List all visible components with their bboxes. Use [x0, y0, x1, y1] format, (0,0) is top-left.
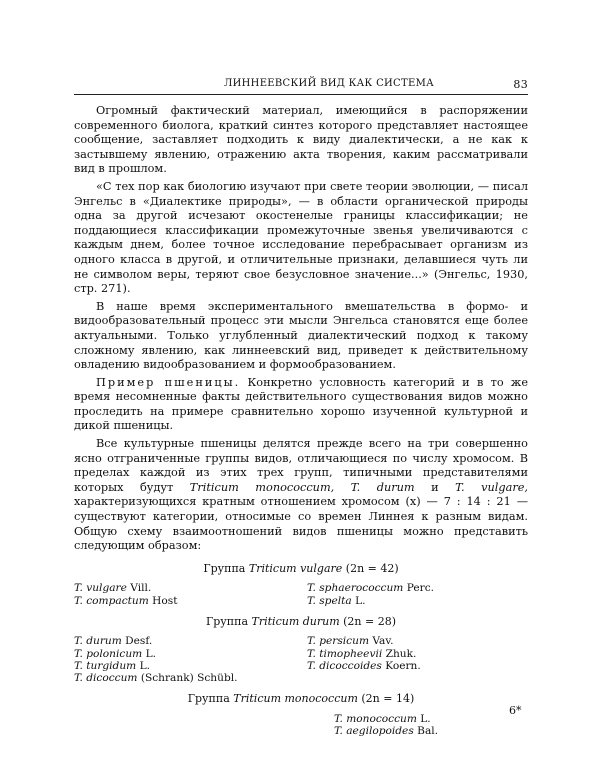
chromosome-count: (2n = 28)	[343, 614, 397, 628]
group-title-monococcum	[74, 692, 528, 707]
species-name: T. timopheevii	[307, 647, 383, 660]
group-name: Triticum vulgare	[248, 561, 343, 575]
paragraph-2: «С тех пор как биологию изучают при свете теории эволюции, — писал Энгельс в «Диалектике природы», — в области органической природы одна за другой исчезают окостенелые границы классификации; не поддающиеся классификации промежуточные звенья увеличиваются с каждым днем, более точное исследование перебрасывает организм из одного класса в другой, и отличительные признаки, делавшиеся чуть ли не символом веры, теряют свое безусловное значение...» (Энгельс, 1930, стр. 271).	[74, 179, 528, 296]
paragraph-4	[74, 376, 528, 434]
species-name: T. persicum	[307, 635, 369, 648]
species-list-monococcum	[74, 713, 528, 737]
group-name: Triticum durum	[251, 614, 340, 628]
group-prefix: Группа	[203, 561, 246, 575]
paragraph-1: Огромный фактический материал, имеющийся в распоряжении современного биолога, краткий синтез которого представляет настоящее сообщение, заставляет подходить к виду диалектически, а не как к застывшему явлению, отражению акта творения, каким рассматривали вид в прошлом.	[74, 104, 528, 176]
species-author: Zhuk.	[385, 647, 417, 660]
paragraph-5-part-a: Все культурные пшеницы делятся прежде всего на три совершенно ясно отграниченные группы видов, отличающиеся по числу хромосом. В пределах каждой из этих трех групп, типичными представителями которых будут	[74, 437, 528, 494]
header-rule	[74, 94, 528, 95]
running-header	[74, 78, 528, 92]
species-name: T. spelta	[307, 594, 352, 607]
species-name: T. compactum	[74, 594, 149, 607]
paragraph-5	[74, 437, 528, 554]
paragraph-5-part-b: характеризующихся кратным отношением хромосом (x) — 7 : 14 : 21 — существуют категории, относимые со времен Линнея к разным видам. Общую схему взаимоотношений видов пшеницы можно представить следующим образом:	[74, 495, 528, 553]
conjunction: и	[431, 480, 439, 494]
species-name: T. durum	[74, 635, 122, 648]
species-entry	[74, 595, 295, 607]
paragraph-4-text: Конкретно условность категорий и в то же время несомненные факты действительного существования видов можно проследить на примере сравнительно хорошо изученной культурной и дикой пшеницы.	[74, 375, 529, 433]
page-number: 83	[513, 78, 528, 91]
taxon-durum: T. durum	[350, 480, 415, 494]
species-entry	[307, 635, 528, 647]
species-author: Koern.	[385, 659, 421, 672]
main-text	[74, 104, 528, 737]
paragraph-3: В наше время экспериментального вмешательства в формо- и видообразовательный процесс эти мысли Энгельса становятся еще более актуальными. Только углубленный диалектический подход к такому сложному явлению, как линнеевский вид, приведет к действительному овладению видообразованием и формообразованием.	[74, 299, 528, 372]
species-author: Bal.	[417, 725, 439, 738]
section-heading: Пример пшеницы.	[96, 375, 241, 389]
species-name: T. turgidum	[74, 659, 137, 672]
species-author: (Schrank) Schübl.	[140, 672, 238, 685]
group-prefix: Группа	[205, 614, 249, 628]
chromosome-count: (2n = 42)	[345, 561, 399, 575]
species-entry	[334, 725, 438, 737]
group-prefix: Группа	[187, 692, 230, 706]
species-entry	[74, 582, 295, 594]
species-author: L.	[355, 594, 366, 607]
species-name: T. sphaerococcum	[307, 582, 404, 595]
species-name: T. polonicum	[74, 647, 143, 660]
group-title-vulgare	[74, 562, 528, 577]
species-author: Host	[152, 594, 178, 607]
species-entry	[307, 582, 528, 594]
species-name: T. dicoccum	[74, 672, 138, 685]
species-name: T. aegilopoides	[333, 725, 414, 738]
species-author: L.	[420, 712, 431, 725]
species-entry	[74, 672, 295, 684]
species-entry	[307, 648, 528, 660]
species-entry	[74, 660, 295, 672]
species-author: Perc.	[406, 582, 435, 595]
chromosome-count: (2n = 14)	[361, 692, 415, 706]
signature-mark: 6*	[509, 704, 522, 717]
species-name: T. dicoccoides	[307, 659, 382, 672]
species-list-durum	[74, 635, 528, 684]
species-author: Vav.	[372, 635, 394, 648]
species-entry	[74, 635, 295, 647]
group-name: Triticum monococcum	[233, 692, 358, 706]
species-entry	[334, 713, 438, 725]
species-list-vulgare	[74, 582, 528, 606]
species-author: Vill.	[130, 582, 152, 595]
species-author: Desf.	[125, 635, 153, 648]
species-author: L.	[139, 659, 150, 672]
species-entry	[307, 595, 528, 607]
species-author: L.	[145, 647, 156, 660]
group-title-durum	[74, 615, 528, 630]
species-entry	[74, 648, 295, 660]
taxon-monococcum: Triticum monococcum,	[189, 480, 335, 494]
species-name: T. vulgare	[74, 582, 127, 595]
species-entry	[307, 660, 528, 672]
species-name: T. monococcum	[333, 712, 417, 725]
taxon-vulgare: T. vulgare,	[455, 480, 529, 494]
running-title: ЛИННЕЕВСКИЙ ВИД КАК СИСТЕМА	[224, 78, 434, 89]
